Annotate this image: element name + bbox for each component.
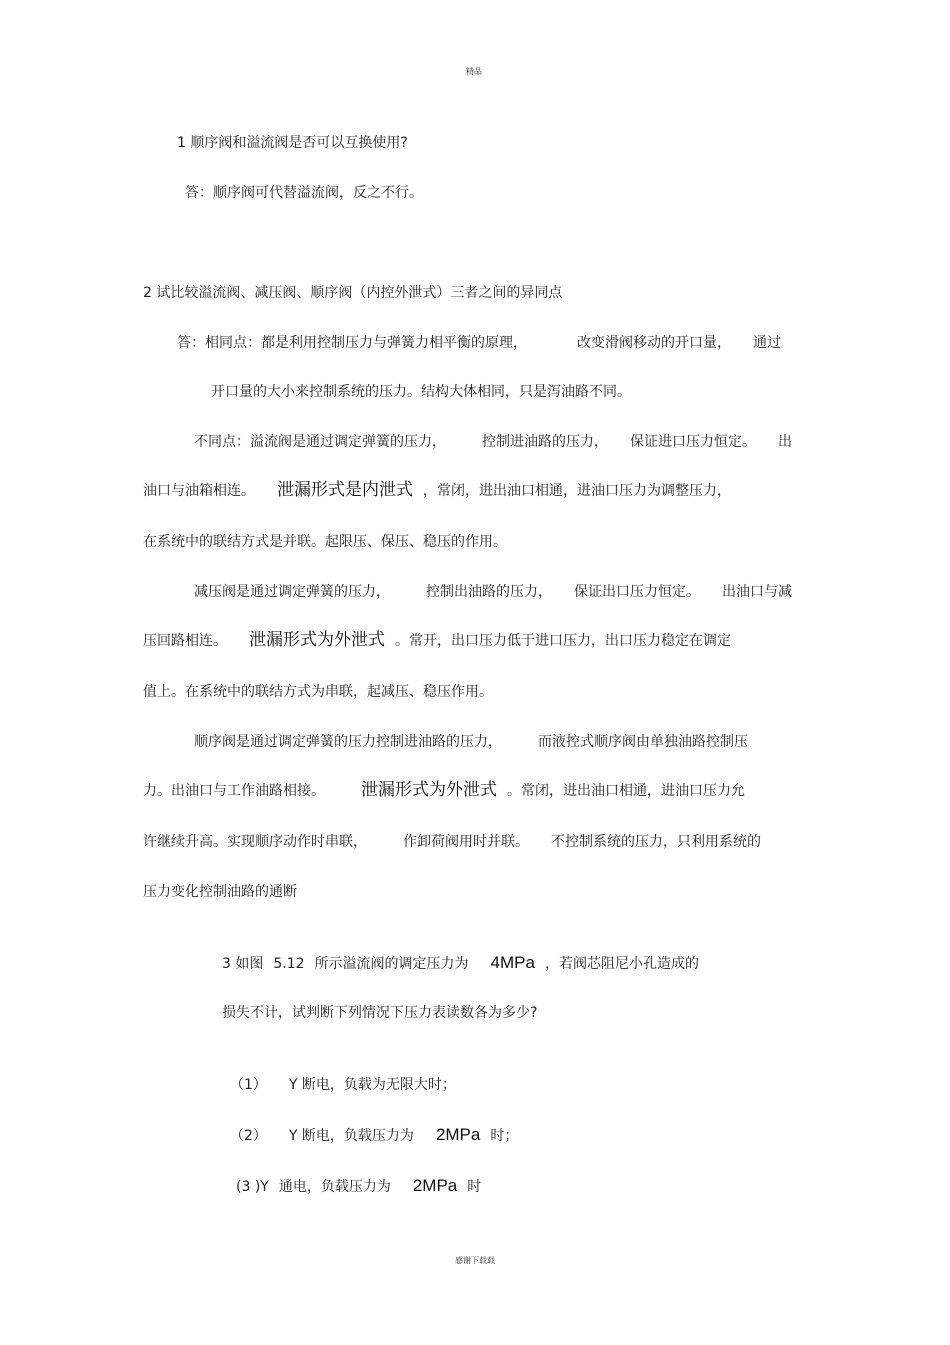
relief-line-2: 在系统中的联结方式是并联。起限压、保压、稳压的作用。 <box>143 534 507 550</box>
case-item-3 <box>236 1177 481 1196</box>
text-span: 保证进口压力恒定。 <box>630 434 756 450</box>
case-item-2 <box>230 1126 518 1145</box>
pressure-value: 4MPa <box>490 953 535 972</box>
case-text: Y 断电，负载压力为 <box>288 1128 414 1144</box>
page-header: 精品 <box>466 67 482 76</box>
text-span: 控制出油路的压力， <box>426 584 552 600</box>
emphasis-text: 泄漏形式是内泄式 <box>277 480 413 500</box>
sequence-line-3 <box>143 833 761 851</box>
case-label: （2） <box>230 1128 267 1144</box>
case-label: (3 )Y <box>236 1179 269 1195</box>
question-3-line-2: 损失不计，试判断下列情况下压力表读数各为多少? <box>222 1005 538 1021</box>
sequence-line-2 <box>143 781 745 800</box>
sequence-line-4: 压力变化控制油路的通断 <box>143 884 297 900</box>
text-span: 顺序阀是通过调定弹簧的压力控制进油路的压力， <box>194 734 502 750</box>
text-span: 压回路相连。 <box>143 633 227 649</box>
sequence-line-1 <box>194 733 748 751</box>
text-span: 许继续升高。实现顺序动作时串联， <box>143 834 367 850</box>
text-span: 3 如图 <box>222 956 264 972</box>
question-3-line-1 <box>222 954 699 973</box>
text-span: 通过 <box>753 335 781 351</box>
text-span: 油口与油箱相连。 <box>143 483 255 499</box>
emphasis-text: 泄漏形式为外泄式 <box>249 630 385 650</box>
text-span: 改变滑阀移动的开口量， <box>577 335 731 351</box>
text-span: 而液控式顺序阀由单独油路控制压 <box>538 734 748 750</box>
text-span: 出 <box>778 434 792 450</box>
case-text: Y 断电，负载为无限大时； <box>288 1077 456 1093</box>
text-span: 不同点：溢流阀是通过调定弹簧的压力， <box>194 434 446 450</box>
page-footer: 感谢下载载 <box>455 1256 495 1265</box>
case-label: （1） <box>230 1077 267 1093</box>
case-text: 通电，负载压力为 <box>278 1179 391 1195</box>
text-span: ，常闭，进出油口相通，进油口压力为调整压力， <box>423 483 731 499</box>
text-span: 不控制系统的压力，只利用系统的 <box>551 834 761 850</box>
reduce-line-2 <box>143 631 731 650</box>
text-span: 。常闭，进出油口相通，进油口压力允 <box>507 783 745 799</box>
text-span: 出油口与减 <box>722 584 792 600</box>
text-span: 作卸荷阀用时并联。 <box>403 834 529 850</box>
text-span: 答：相同点：都是利用控制压力与弹簧力相平衡的原理， <box>177 335 527 351</box>
reduce-line-1 <box>194 583 792 601</box>
answer-2-diff-line-1 <box>194 433 792 451</box>
text-span: ，若阀芯阻尼小孔造成的 <box>544 956 699 972</box>
case-suffix: 时； <box>490 1128 519 1144</box>
answer-1: 答：顺序阀可代替溢流阀，反之不行。 <box>185 185 423 201</box>
case-item-1 <box>230 1076 456 1094</box>
text-span: 保证出口压力恒定。 <box>574 584 700 600</box>
case-suffix: 时 <box>467 1179 482 1195</box>
text-span: 控制进油路的压力， <box>482 434 608 450</box>
relief-line-1 <box>143 481 731 500</box>
question-2: 2 试比较溢流阀、减压阀、顺序阀（内控外泄式）三者之间的异同点 <box>143 285 563 301</box>
figure-number: 5.12 <box>273 956 305 972</box>
text-span: 减压阀是通过调定弹簧的压力， <box>194 584 390 600</box>
answer-2-same-line-2: 开口量的大小来控制系统的压力。结构大体相同，只是泻油路不同。 <box>211 384 631 400</box>
question-1: 1 顺序阀和溢流阀是否可以互换使用? <box>177 135 408 151</box>
emphasis-text: 泄漏形式为外泄式 <box>361 780 497 800</box>
case-value: 2MPa <box>435 1125 481 1144</box>
text-span: 。常开，出口压力低于进口压力，出口压力稳定在调定 <box>395 633 731 649</box>
reduce-line-3: 值上。在系统中的联结方式为串联，起减压、稳压作用。 <box>143 684 493 700</box>
case-value: 2MPa <box>412 1176 458 1195</box>
text-span: 力。出油口与工作油路相接。 <box>143 783 325 799</box>
answer-2-same-line-1 <box>177 334 781 352</box>
text-span: 所示溢流阀的调定压力为 <box>314 956 469 972</box>
